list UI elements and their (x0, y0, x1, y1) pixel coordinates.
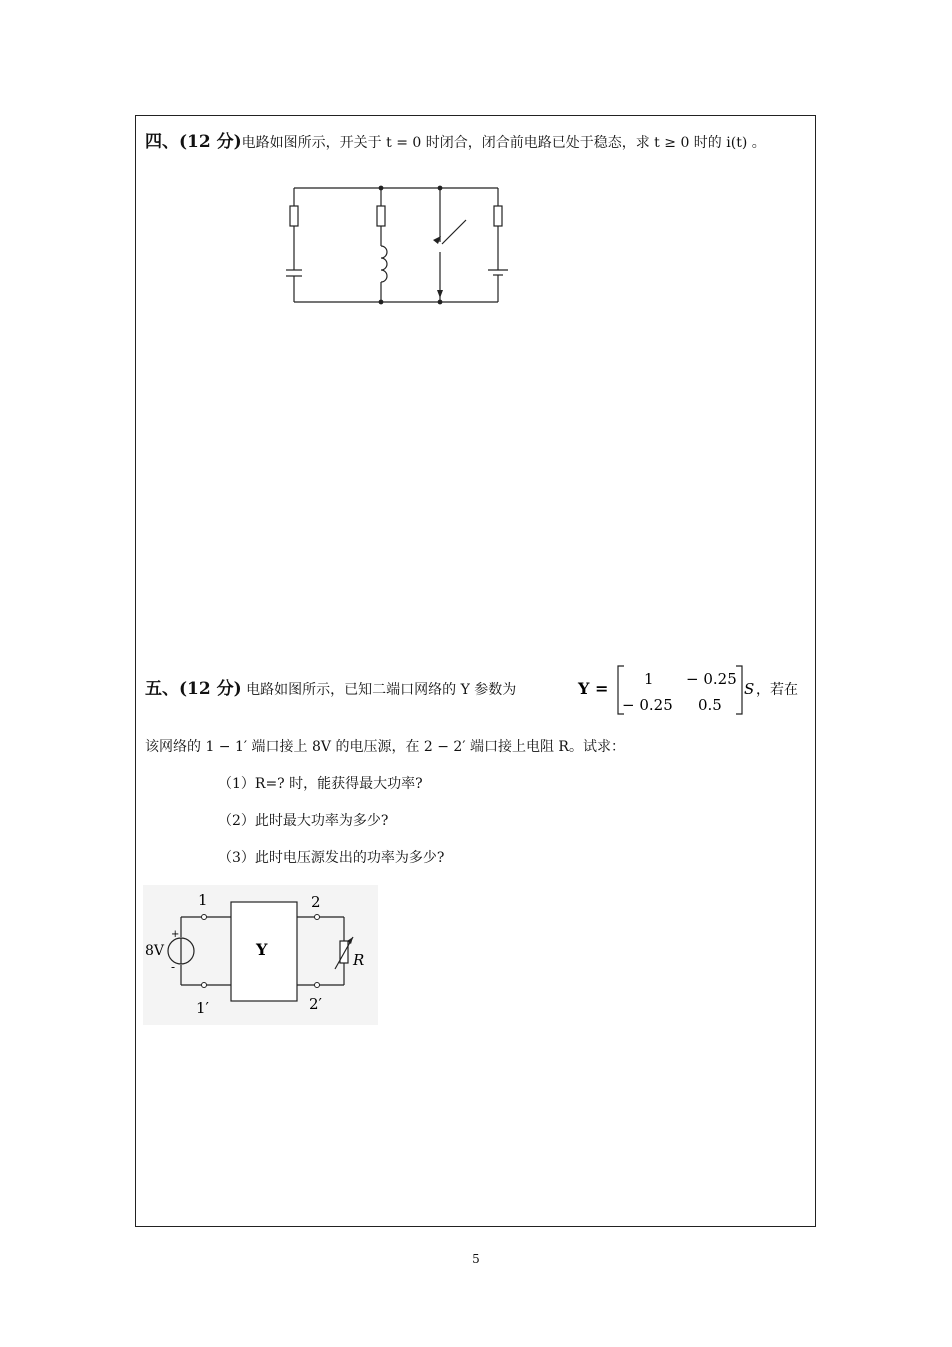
source-label: 8V (145, 943, 165, 959)
q5-line2: 该网络的 1 − 1′ 端口接上 8V 的电压源，在 2 − 2′ 端口接上电阻 R。试求： (145, 739, 625, 755)
port1-top-label: 1 (198, 891, 208, 909)
q5-number: 五、(12 分) (145, 679, 242, 699)
matrix-cell: − 0.25 (686, 670, 737, 688)
q5-line1 (145, 679, 516, 700)
q4-circuit-diagram (280, 180, 510, 310)
q5-item-3: （3）此时电压源发出的功率为多少? (218, 850, 445, 866)
q5-two-port-diagram (143, 885, 378, 1025)
y-box-label: Y (256, 940, 268, 959)
plus-sign: + (171, 929, 180, 940)
page-number: 5 (472, 1252, 480, 1266)
matrix-cell: 0.5 (698, 696, 722, 714)
port1-bottom-label: 1′ (196, 999, 209, 1017)
matrix-unit: S (744, 680, 755, 698)
q5-tail: ，若在 (756, 682, 798, 698)
q4-number: 四、(12 分) (145, 132, 242, 152)
q5-item-1: （1）R=? 时，能获得最大功率? (218, 776, 423, 792)
q4-text: 电路如图所示，开关于 t = 0 时闭合，闭合前电路已处于稳态，求 t ≥ 0 时的 i(t) 。 (241, 135, 766, 151)
resistor-label: R (353, 951, 365, 969)
q4-line (145, 132, 766, 153)
matrix-label: Y = (578, 679, 609, 698)
matrix-cell: 1 (644, 670, 654, 688)
port2-bottom-label: 2′ (309, 995, 322, 1013)
minus-sign: - (171, 960, 176, 974)
matrix-cell: − 0.25 (622, 696, 673, 714)
y-parameter-matrix (576, 662, 816, 720)
q5-item-2: （2）此时最大功率为多少? (218, 813, 389, 829)
port2-top-label: 2 (311, 893, 321, 911)
q5-intro: 电路如图所示，已知二端口网络的 Y 参数为 (246, 682, 517, 698)
